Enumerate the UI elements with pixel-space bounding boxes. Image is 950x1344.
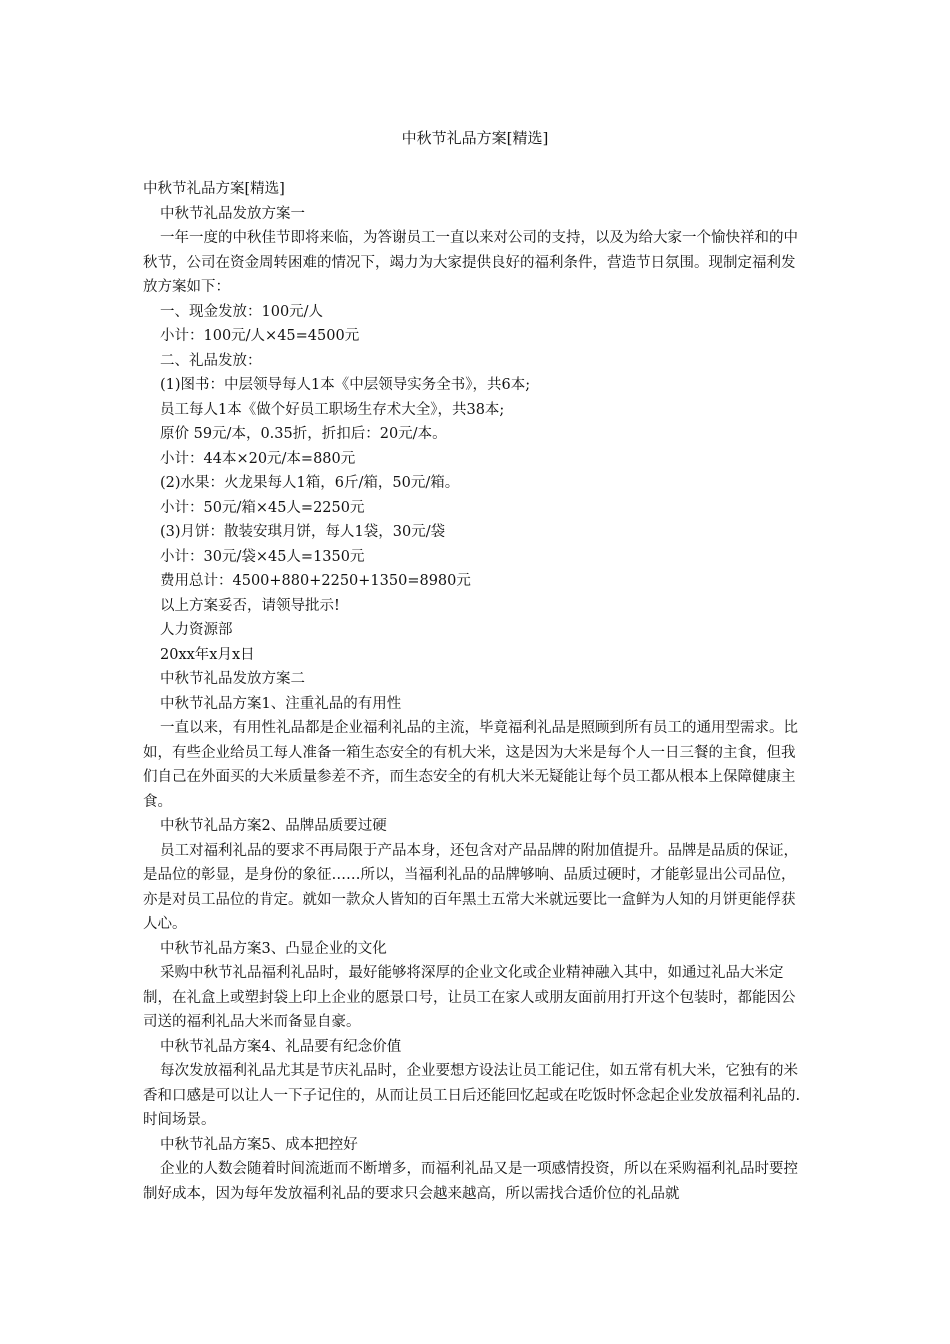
paragraph: 中秋节礼品方案2、品牌品质要过硬 (160, 818, 387, 834)
paragraph: 一直以来，有用性礼品都是企业福利礼品的主流，毕竟福利礼品是照顾到所有员工的通用型需求。比如，有些企业给员工每人准备一箱生态安全的有机大米，这是因为大米是每个人一日三餐的主食，但我们自己在外面买的大米质量参差不齐，而生态安全的有机大米无疑能让每个员工都从根本上保障健康主食。 (143, 720, 798, 810)
paragraph: 中秋节礼品方案1、注重礼品的有用性 (160, 695, 402, 712)
paragraph: 原价 59元/本，0.35折，折扣后：20元/本。 (160, 426, 447, 442)
paragraph: (1)图书：中层领导每人1本《中层领导实务全书》，共6本; (160, 377, 531, 393)
paragraph: 中秋节礼品发放方案二 (160, 671, 305, 687)
paragraph: 以上方案妥否，请领导批示! (160, 597, 340, 614)
paragraph: 员工对福利礼品的要求不再局限于产品本身，还包含对产品品牌的附加值提升。品牌是品质的保证，是品位的彰显，是身份的象征……所以，当福利礼品的品牌够响、品质过硬时，才能彰显出公司品位，亦是对员工品位的肯定。就如一款众人皆知的百年黑土五常大米就远要比一盒鲜为人知的月饼更能俘获人心。 (143, 842, 798, 932)
paragraph: 中秋节礼品方案5、成本把控好 (160, 1136, 358, 1153)
paragraph: 小计：30元/袋×45人=1350元 (160, 548, 365, 565)
paragraph: 采购中秋节礼品福利礼品时，最好能够将深厚的企业文化或企业精神融入其中，如通过礼品大米定制，在礼盒上或塑封袋上印上企业的愿景口号，让员工在家人或朋友面前用打开这个包装时，都能因公司送的福利礼品大米而备显自豪。 (143, 965, 796, 1030)
paragraph: (2)水果：火龙果每人1箱，6斤/箱，50元/箱。 (160, 475, 460, 491)
document-body (143, 177, 807, 1206)
paragraph: 小计：44本×20元/本=880元 (160, 450, 356, 467)
paragraph: 小计：100元/人×45=4500元 (160, 328, 360, 344)
paragraph: 中秋节礼品方案[精选] (143, 181, 285, 197)
document-title: 中秋节礼品方案[精选] (401, 129, 549, 147)
paragraph: 中秋节礼品方案4、礼品要有纪念价值 (160, 1038, 402, 1055)
paragraph: 一年一度的中秋佳节即将来临，为答谢员工一直以来对公司的支持，以及为给大家一个愉快祥和的中秋节，公司在资金周转困难的情况下，竭力为大家提供良好的福利条件，营造节日氛围。现制定福利发放方案如下： (143, 230, 798, 295)
paragraph: (3)月饼：散装安琪月饼，每人1袋，30元/袋 (160, 524, 446, 540)
paragraph: 中秋节礼品发放方案一 (160, 205, 305, 222)
paragraph: 员工每人1本《做个好员工职场生存术大全》，共38本; (160, 401, 505, 418)
paragraph: 二、礼品发放： (160, 352, 262, 369)
paragraph: 每次发放福利礼品尤其是节庆礼品时，企业要想方设法让员工能记住，如五常有机大米，它独有的米香和口感是可以让人一下子记住的，从而让员工日后还能回忆起或在吃饭时怀念起企业发放福利礼品的.时间场景。 (143, 1063, 801, 1128)
paragraph: 小计：50元/箱×45人=2250元 (160, 499, 365, 516)
paragraph: 费用总计：4500+880+2250+1350=8980元 (160, 573, 471, 589)
paragraph: 人力资源部 (160, 622, 233, 638)
paragraph: 企业的人数会随着时间流逝而不断增多，而福利礼品又是一项感情投资，所以在采购福利礼品时要控制好成本，因为每年发放福利礼品的要求只会越来越高，所以需找合适价位的礼品就 (143, 1161, 798, 1202)
paragraph: 20xx年x月x日 (160, 646, 255, 663)
paragraph: 中秋节礼品方案3、凸显企业的文化 (160, 940, 387, 957)
paragraph: 一、现金发放：100元/人 (160, 303, 324, 320)
